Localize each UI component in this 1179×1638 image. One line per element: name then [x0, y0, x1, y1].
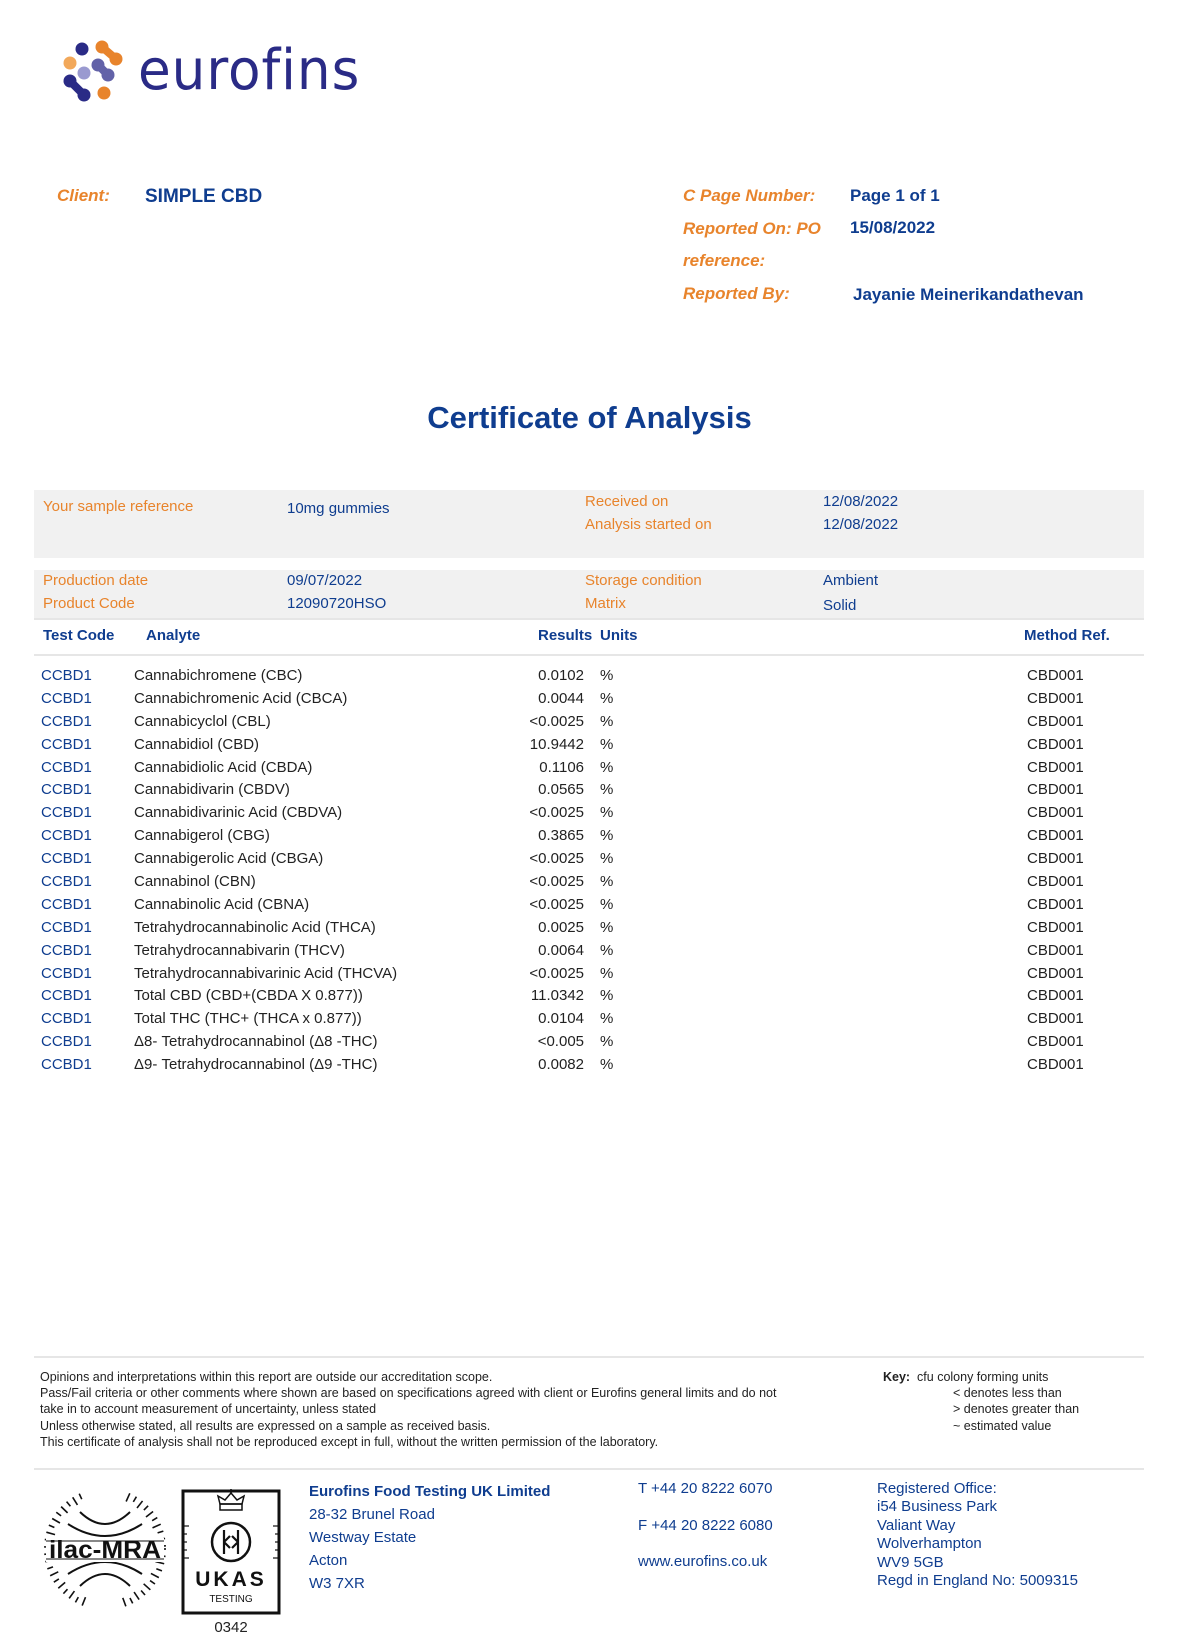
seal-tick	[75, 1597, 78, 1602]
analysis-started-value: 12/08/2022	[823, 516, 899, 533]
unit-cell: %	[600, 918, 614, 936]
page-number-label: C Page Number:	[683, 186, 816, 205]
result-cell: <0.0025	[529, 964, 584, 982]
seal-tick	[63, 1589, 67, 1593]
test-code-cell: CCBD1	[41, 712, 92, 730]
contact-details	[638, 1480, 773, 1590]
fax-number: F +44 20 8222 6080	[638, 1516, 773, 1534]
method-ref-cell: CBD001	[1027, 873, 1084, 891]
method-ref-cell: CBD001	[1027, 1010, 1084, 1028]
analyte-cell: Cannabidivarin (CBDV)	[134, 781, 290, 799]
unit-cell: %	[600, 735, 614, 753]
analyte-cell: Tetrahydrocannabivarin (THCV)	[134, 941, 345, 959]
table-row	[0, 734, 1179, 757]
ilac-mra-seal-icon	[42, 1486, 168, 1617]
analyte-cell: Cannabigerol (CBG)	[134, 827, 270, 845]
website-link[interactable]: www.eurofins.co.uk	[638, 1553, 768, 1570]
method-ref-cell: CBD001	[1027, 941, 1084, 959]
test-code-cell: CCBD1	[41, 873, 92, 891]
registered-office-line: Registered Office:	[877, 1480, 997, 1497]
table-row	[0, 940, 1179, 963]
test-code-cell: CCBD1	[41, 827, 92, 845]
seal-tick	[156, 1569, 162, 1571]
seal-tick	[146, 1511, 153, 1517]
footer-bottom-divider	[34, 1468, 1144, 1470]
reported-by-label: Reported By:	[683, 284, 790, 303]
registered-office-line: Regd in England No: 5009315	[877, 1572, 1078, 1590]
registered-office-line: i54 Business Park	[877, 1498, 998, 1516]
analyte-cell: Tetrahydrocannabinolic Acid (THCA)	[134, 918, 376, 936]
table-row	[0, 1008, 1179, 1031]
method-ref-cell: CBD001	[1027, 1033, 1084, 1051]
table-row	[0, 711, 1179, 734]
analyte-cell: Tetrahydrocannabivarinic Acid (THCVA)	[134, 964, 398, 982]
test-code-cell: CCBD1	[41, 895, 92, 913]
registered-office-line: WV9 5GB	[877, 1553, 944, 1571]
storage-condition-label: Storage condition	[585, 572, 702, 589]
client-value: SIMPLE CBD	[145, 186, 263, 207]
table-row	[0, 757, 1179, 780]
column-header-results: Results	[538, 627, 593, 644]
seal-tick	[133, 1497, 136, 1502]
seal-tick	[141, 1591, 145, 1596]
method-ref-cell: CBD001	[1027, 895, 1084, 913]
result-cell: <0.0025	[529, 804, 584, 822]
table-row	[0, 1031, 1179, 1054]
matrix-value: Solid	[823, 597, 857, 614]
seal-tick	[50, 1572, 58, 1576]
unit-cell: %	[600, 850, 614, 868]
seal-tick	[150, 1581, 155, 1584]
unit-cell: %	[600, 1056, 614, 1074]
method-ref-cell: CBD001	[1027, 781, 1084, 799]
analyte-cell: Cannabigerolic Acid (CBGA)	[134, 850, 324, 868]
results-table-body	[0, 665, 1179, 1077]
received-on-label: Received on	[585, 493, 669, 510]
address-line: W3 7XR	[309, 1575, 365, 1592]
seal-tick	[73, 1497, 78, 1505]
result-cell: <0.0025	[529, 895, 584, 913]
key-entry: cfu colony forming units	[917, 1370, 1049, 1384]
method-ref-cell: CBD001	[1027, 667, 1084, 684]
production-date-value: 09/07/2022	[287, 572, 363, 589]
method-ref-cell: CBD001	[1027, 918, 1084, 936]
unit-cell: %	[600, 873, 614, 891]
key-entry: ~ estimated value	[953, 1418, 1052, 1433]
result-cell: 11.0342	[530, 987, 584, 1005]
unit-cell: %	[600, 712, 614, 730]
result-cell: 0.0102	[538, 667, 584, 684]
result-cell: 0.3865	[538, 827, 584, 845]
disclaimer-line: This certificate of analysis shall not be reproduced except in full, without the written permission of the laboratory.	[40, 1434, 659, 1449]
method-ref-cell: CBD001	[1027, 850, 1084, 868]
seal-tick	[144, 1506, 148, 1510]
analyte-cell: Cannabichromenic Acid (CBCA)	[134, 689, 348, 707]
product-code-value: 12090720HSO	[287, 595, 387, 612]
table-row	[0, 985, 1179, 1008]
received-on-value: 12/08/2022	[823, 493, 899, 510]
seal-tick	[69, 1591, 74, 1598]
matrix-label: Matrix	[585, 595, 626, 612]
analysis-started-label: Analysis started on	[585, 516, 712, 533]
key-entry: < denotes less than	[953, 1386, 1062, 1401]
company-address	[309, 1480, 550, 1595]
result-cell: <0.0025	[529, 712, 584, 730]
analyte-cell: Cannabichromene (CBC)	[134, 667, 303, 684]
reported-on-value: 15/08/2022	[850, 218, 936, 237]
seal-tick	[61, 1507, 67, 1513]
company-name: Eurofins Food Testing UK Limited	[309, 1483, 551, 1500]
analyte-cell: Cannabidivarinic Acid (CBDVA)	[134, 804, 343, 822]
table-row	[0, 1054, 1179, 1077]
ukas-text: UKAS	[195, 1568, 267, 1591]
table-row	[0, 871, 1179, 894]
unit-cell: %	[600, 827, 614, 845]
table-row	[0, 665, 1179, 688]
unit-cell: %	[600, 804, 614, 822]
key-label: Key:	[883, 1370, 911, 1384]
seal-tick	[54, 1579, 59, 1582]
ukas-testing-mark	[180, 1488, 282, 1621]
analyte-cell: Cannabidiolic Acid (CBDA)	[134, 758, 313, 776]
seal-tick	[158, 1531, 164, 1533]
column-header-test-code: Test Code	[43, 627, 115, 644]
seal-tick	[52, 1519, 60, 1524]
result-cell: 0.0565	[538, 781, 584, 799]
storage-condition-value: Ambient	[823, 572, 879, 589]
test-code-cell: CCBD1	[41, 689, 92, 707]
unit-cell: %	[600, 689, 614, 707]
result-cell: 0.0104	[538, 1010, 584, 1028]
disclaimer-text	[40, 1369, 870, 1450]
sample-reference-value: 10mg gummies	[287, 500, 390, 517]
page-title: Certificate of Analysis	[427, 400, 752, 435]
table-row	[0, 848, 1179, 871]
key-legend	[883, 1369, 1079, 1434]
product-code-label: Product Code	[43, 595, 135, 612]
seal-tick	[151, 1573, 159, 1577]
result-cell: 0.0044	[538, 689, 584, 707]
unit-cell: %	[600, 1010, 614, 1028]
seal-tick	[144, 1584, 151, 1590]
method-ref-cell: CBD001	[1027, 987, 1084, 1005]
disclaimer-line: Pass/Fail criteria or other comments where shown are based on specifications agreed with client or Eurofins general limits and do not	[40, 1386, 777, 1401]
test-code-cell: CCBD1	[41, 758, 92, 776]
reported-by-value: Jayanie Meinerikandathevan	[853, 285, 1084, 304]
test-code-cell: CCBD1	[41, 987, 92, 1005]
result-cell: 0.0064	[538, 941, 584, 959]
column-header-method-ref: Method Ref.	[1024, 627, 1110, 644]
result-cell: <0.005	[537, 1033, 584, 1051]
method-ref-cell: CBD001	[1027, 964, 1084, 982]
unit-cell: %	[600, 1033, 614, 1051]
test-code-cell: CCBD1	[41, 941, 92, 959]
table-row	[0, 802, 1179, 825]
analyte-cell: Δ9- Tetrahydrocannabinol (Δ9 -THC)	[134, 1056, 378, 1074]
result-cell: 0.0025	[538, 918, 584, 936]
disclaimer-line: take in to account measurement of uncertainty, unless stated	[40, 1402, 377, 1417]
unit-cell: %	[600, 941, 614, 959]
key-entry: > denotes greater than	[953, 1402, 1080, 1417]
method-ref-cell: CBD001	[1027, 1056, 1084, 1074]
method-ref-cell: CBD001	[1027, 712, 1084, 730]
address-line: 28-32 Brunel Road	[309, 1506, 435, 1523]
table-header-top-divider	[34, 618, 1144, 620]
method-ref-cell: CBD001	[1027, 758, 1084, 776]
eurofins-molecule-logo-icon	[62, 39, 126, 103]
seal-tick	[123, 1598, 126, 1606]
unit-cell: %	[600, 758, 614, 776]
disclaimer-line: Opinions and interpretations within this report are outside our accreditation scope.	[40, 1370, 493, 1384]
client-label: Client:	[57, 186, 110, 205]
phone-number: T +44 20 8222 6070	[638, 1480, 773, 1497]
address-line: Westway Estate	[309, 1529, 417, 1546]
analyte-cell: Δ8- Tetrahydrocannabinol (Δ8 -THC)	[134, 1033, 378, 1051]
result-cell: 0.0082	[538, 1056, 584, 1074]
analyte-cell: Total THC (THC+ (THCA x 0.877))	[134, 1010, 362, 1028]
seal-tick	[82, 1597, 85, 1605]
table-row	[0, 963, 1179, 986]
address-line: Acton	[309, 1552, 348, 1569]
registered-office-line: Valiant Way	[877, 1516, 956, 1534]
registered-office-line: Wolverhampton	[877, 1535, 982, 1553]
seal-tick	[134, 1592, 139, 1599]
test-code-cell: CCBD1	[41, 667, 92, 684]
result-cell: 10.9442	[529, 735, 584, 753]
eurofins-logo	[62, 36, 372, 106]
analyte-cell: Cannabidiol (CBD)	[134, 735, 260, 753]
seal-tick	[56, 1512, 61, 1516]
test-code-cell: CCBD1	[41, 964, 92, 982]
seal-tick	[137, 1501, 143, 1508]
unit-cell: %	[600, 895, 614, 913]
analyte-cell: Cannabinol (CBN)	[134, 873, 256, 891]
seal-tick	[153, 1524, 161, 1528]
column-header-analyte: Analyte	[146, 627, 201, 644]
seal-tick	[130, 1598, 133, 1603]
method-ref-cell: CBD001	[1027, 804, 1084, 822]
test-code-cell: CCBD1	[41, 918, 92, 936]
disclaimer-line: Unless otherwise stated, all results are expressed on a sample as received basis.	[40, 1418, 491, 1433]
ukas-accreditation-number: 0342	[214, 1619, 248, 1636]
page-number-value: Page 1 of 1	[850, 186, 940, 205]
unit-cell: %	[600, 987, 614, 1005]
po-reference-label: reference:	[683, 251, 766, 270]
test-code-cell: CCBD1	[41, 804, 92, 822]
table-header-bottom-divider	[34, 654, 1144, 656]
unit-cell: %	[600, 964, 614, 982]
test-code-cell: CCBD1	[41, 1033, 92, 1051]
test-code-cell: CCBD1	[41, 1010, 92, 1028]
seal-tick	[79, 1494, 82, 1499]
registered-office	[877, 1480, 1078, 1590]
table-row	[0, 825, 1179, 848]
test-code-cell: CCBD1	[41, 1056, 92, 1074]
table-row	[0, 917, 1179, 940]
method-ref-cell: CBD001	[1027, 689, 1084, 707]
test-code-cell: CCBD1	[41, 781, 92, 799]
eurofins-logo-text: eurofins	[138, 38, 361, 103]
result-cell: <0.0025	[529, 873, 584, 891]
analyte-cell: Cannabicyclol (CBL)	[134, 712, 271, 730]
result-cell: <0.0025	[529, 850, 584, 868]
test-code-cell: CCBD1	[41, 735, 92, 753]
analyte-cell: Total CBD (CBD+(CBDA X 0.877))	[134, 987, 363, 1005]
ilac-logo-text: ilac-MRA	[49, 1536, 161, 1564]
seal-tick	[67, 1502, 71, 1507]
unit-cell: %	[600, 667, 614, 684]
sample-reference-label: Your sample reference	[43, 498, 194, 515]
column-header-units: Units	[600, 627, 638, 644]
method-ref-cell: CBD001	[1027, 735, 1084, 753]
seal-tick	[152, 1518, 157, 1521]
table-row	[0, 779, 1179, 802]
analyte-cell: Cannabinolic Acid (CBNA)	[134, 895, 310, 913]
result-cell: 0.1106	[539, 758, 584, 776]
test-code-cell: CCBD1	[41, 850, 92, 868]
method-ref-cell: CBD001	[1027, 827, 1084, 845]
table-row	[0, 894, 1179, 917]
production-date-label: Production date	[43, 572, 149, 589]
unit-cell: %	[600, 781, 614, 799]
ukas-subtext: TESTING	[209, 1594, 253, 1605]
seal-tick	[47, 1567, 53, 1569]
table-row	[0, 688, 1179, 711]
seal-tick	[126, 1493, 130, 1501]
seal-tick	[46, 1532, 55, 1534]
reported-on-label: Reported On: PO	[683, 219, 821, 238]
seal-tick	[49, 1525, 55, 1527]
seal-tick	[58, 1582, 65, 1588]
footer-top-divider	[34, 1356, 1144, 1358]
